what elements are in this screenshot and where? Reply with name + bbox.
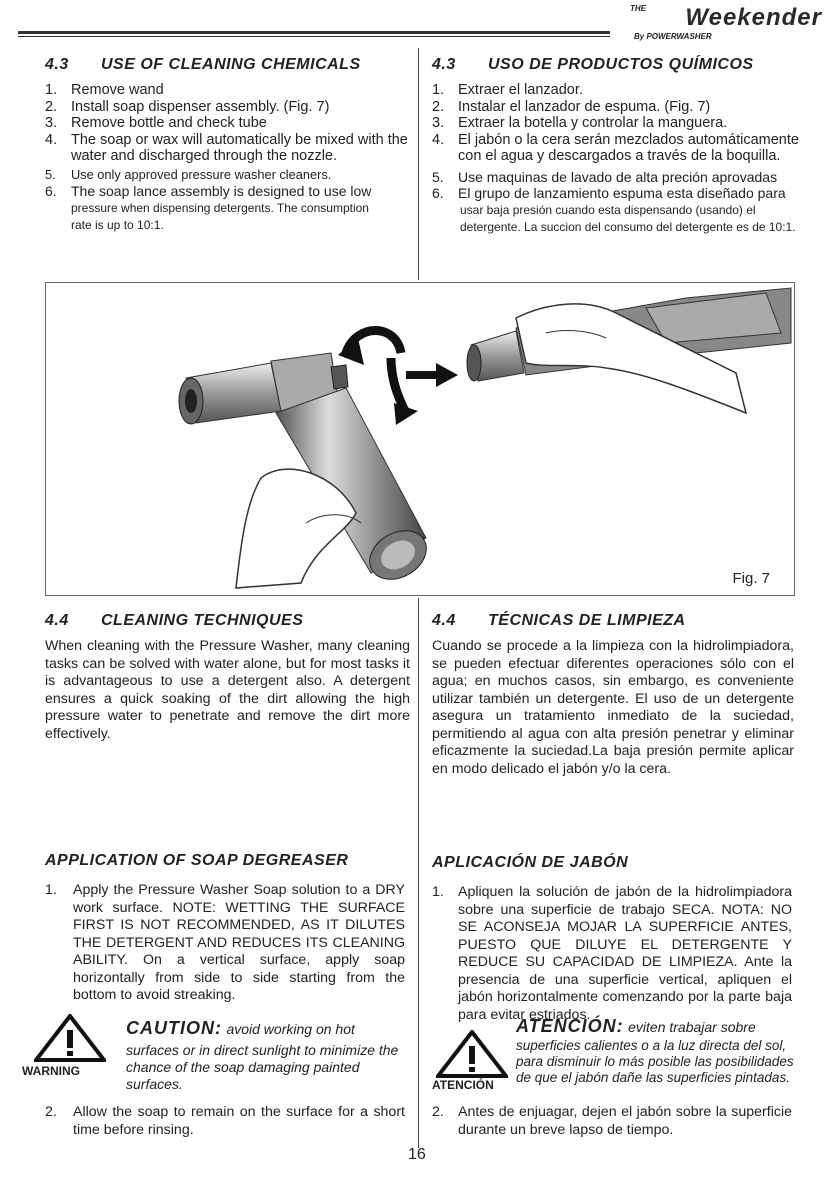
- section-heading: 4.3 USO DE PRODUCTOS QUÍMICOS: [432, 56, 754, 73]
- figure-label: Fig. 7: [732, 570, 770, 587]
- section-4-3-es: [432, 56, 832, 236]
- list-item: 6. The soap lance assembly is designed to use low: [45, 183, 372, 199]
- figure-7: [45, 282, 795, 596]
- brand-name: Weekender: [685, 4, 822, 31]
- section-4-4-es: [432, 612, 794, 778]
- steps-list: [432, 82, 832, 202]
- section-soap-en: [45, 852, 410, 1005]
- list-item: 3. Remove bottle and check tube: [45, 115, 267, 131]
- list-item: 2. Antes de enjuagar, dejen el jabón sobre la superficie durante un breve lapso de tiempo.: [432, 1104, 792, 1138]
- list-item: 3. Extraer la botella y controlar la manguera.: [432, 115, 728, 131]
- caution-content: [126, 1018, 406, 1039]
- soap-dispenser-illustration: [46, 283, 794, 595]
- list-item: 2. Install soap dispenser assembly. (Fig. 7): [45, 98, 330, 115]
- caution-title: ATENCIÓN:: [516, 1016, 624, 1036]
- section-4-4-en: [45, 612, 410, 743]
- section-soap-es-step2: [432, 1104, 794, 1139]
- section-heading: 4.3 USE OF CLEANING CHEMICALS: [45, 56, 361, 73]
- steps-list: [432, 884, 794, 1024]
- column-divider-top: [418, 48, 419, 280]
- warning-triangle-icon: [34, 1014, 106, 1062]
- steps-list: [432, 1104, 794, 1139]
- list-item: 1. Apliquen la solución de jabón de la hidrolimpiadora sobre una superficie de trabajo SECA. NOTA: NO SE ACONSEJA MOJAR LA SUPERFICIE ANTES, PUESTO QUE DILUYE EL DETERGENTE Y REDUCE SU CAPACIDAD DE LIMPIEZA. Ante la presencia de una superficie vertical, apliquen el jabón horizontalmente comenzando por la parte baja para evitar estriados.: [432, 884, 792, 1023]
- list-item: 2. Instalar el lanzador de espuma. (Fig. 7): [432, 98, 711, 115]
- caution-text: avoid working on hot: [226, 1021, 355, 1037]
- section-soap-es: [432, 854, 794, 1024]
- list-item: 2. Allow the soap to remain on the surface for a short time before rinsing.: [45, 1104, 405, 1138]
- list-item-continuation: pressure when dispensing detergents. The consumption rate is up to 10:1.: [71, 200, 369, 232]
- page-number: 16: [408, 1146, 426, 1163]
- section-heading: 4.4 TÉCNICAS DE LIMPIEZA: [432, 612, 686, 629]
- list-item: 5. Use only approved pressure washer cleaners.: [45, 166, 332, 182]
- warning-triangle-icon: [436, 1030, 508, 1078]
- steps-list: [45, 1104, 410, 1139]
- section-4-3-en: [45, 56, 410, 234]
- header-rule: [18, 31, 610, 34]
- section-body: Cuando se procede a la limpieza con la hidrolimpiadora, se pueden efectuar diferentes operaciones sólo con el agua; en muchos casos, sin embargo, es conveniente utilizar también un detergente. El uso de un detergente asegura un tratamiento inmediato de la suciedad, permitiendo al agua con alta presión penetrar y eliminar eficazmente la suciedad.La baja presión permite aplicar en modo delicado el jabón y/o la cera.: [432, 638, 794, 777]
- steps-list: [45, 882, 410, 1005]
- section-heading: 4.4 CLEANING TECHNIQUES: [45, 612, 304, 629]
- list-item: 1. Extraer el lanzador.: [432, 82, 583, 98]
- warning-label: WARNING: [22, 1064, 80, 1078]
- brand-the: THE: [630, 4, 646, 13]
- list-item: 4. The soap or wax will automatically be mixed with the water and discharged through the nozzle.: [45, 131, 408, 164]
- list-item: 4. El jabón o la cera serán mezclados automáticamente con el agua y descargados a través de la boquilla.: [432, 131, 799, 164]
- column-divider-bottom: [418, 598, 419, 1148]
- list-item: 1. Apply the Pressure Washer Soap solution to a DRY work surface. NOTE: WETTING THE SURFACE FIRST IS NOT RECOMMENDED, AS IT DILUTES THE DETERGENT AND REDUCES ITS CLEANING ABILITY. On a vertical surface, apply soap horizontally from side to side starting from the bottom to avoid streaking.: [45, 882, 405, 1003]
- caution-text: eviten trabajar sobre: [628, 1019, 756, 1035]
- caution-text-cont: superficies calientes o a la luz directa del sol, para disminuir lo más posible las posibilidades de que el jabón dañe las superficies pintadas.: [516, 1038, 794, 1085]
- brand-sub: By POWERWASHER: [634, 32, 712, 41]
- caution-text-cont: surfaces or in direct sunlight to minimize the chance of the soap damaging painted surfaces.: [126, 1042, 399, 1092]
- caution-title: CAUTION:: [126, 1018, 222, 1038]
- list-item: 1. Remove wand: [45, 82, 164, 98]
- list-item: 5. Use maquinas de lavado de alta preción aprovadas: [432, 168, 778, 185]
- section-heading: APPLICATION OF SOAP DEGREASER: [45, 852, 349, 869]
- steps-list: [45, 82, 410, 200]
- section-body: When cleaning with the Pressure Washer, many cleaning tasks can be solved with water alone, but for most tasks it is advantageous to use a detergent also. A detergent ensures a quick soaking of the dirt allowing the high pressure water to penetrate and remove the dirt more effectively.: [45, 638, 410, 742]
- section-heading: APLICACIÓN DE JABÓN: [432, 854, 629, 871]
- warning-label: ATENCIÓN: [432, 1078, 494, 1092]
- list-item-continuation: usar baja presión cuando esta dispensando (usando) el detergente. La succion del consumo del detergente es de 10:1.: [460, 202, 796, 234]
- header-rule-thin: [18, 36, 610, 37]
- caution-content: [516, 1016, 796, 1037]
- list-item: 6. El grupo de lanzamiento espuma esta diseñado para: [432, 185, 786, 201]
- brand-logo: [612, 4, 822, 41]
- section-soap-en-step2: [45, 1104, 410, 1139]
